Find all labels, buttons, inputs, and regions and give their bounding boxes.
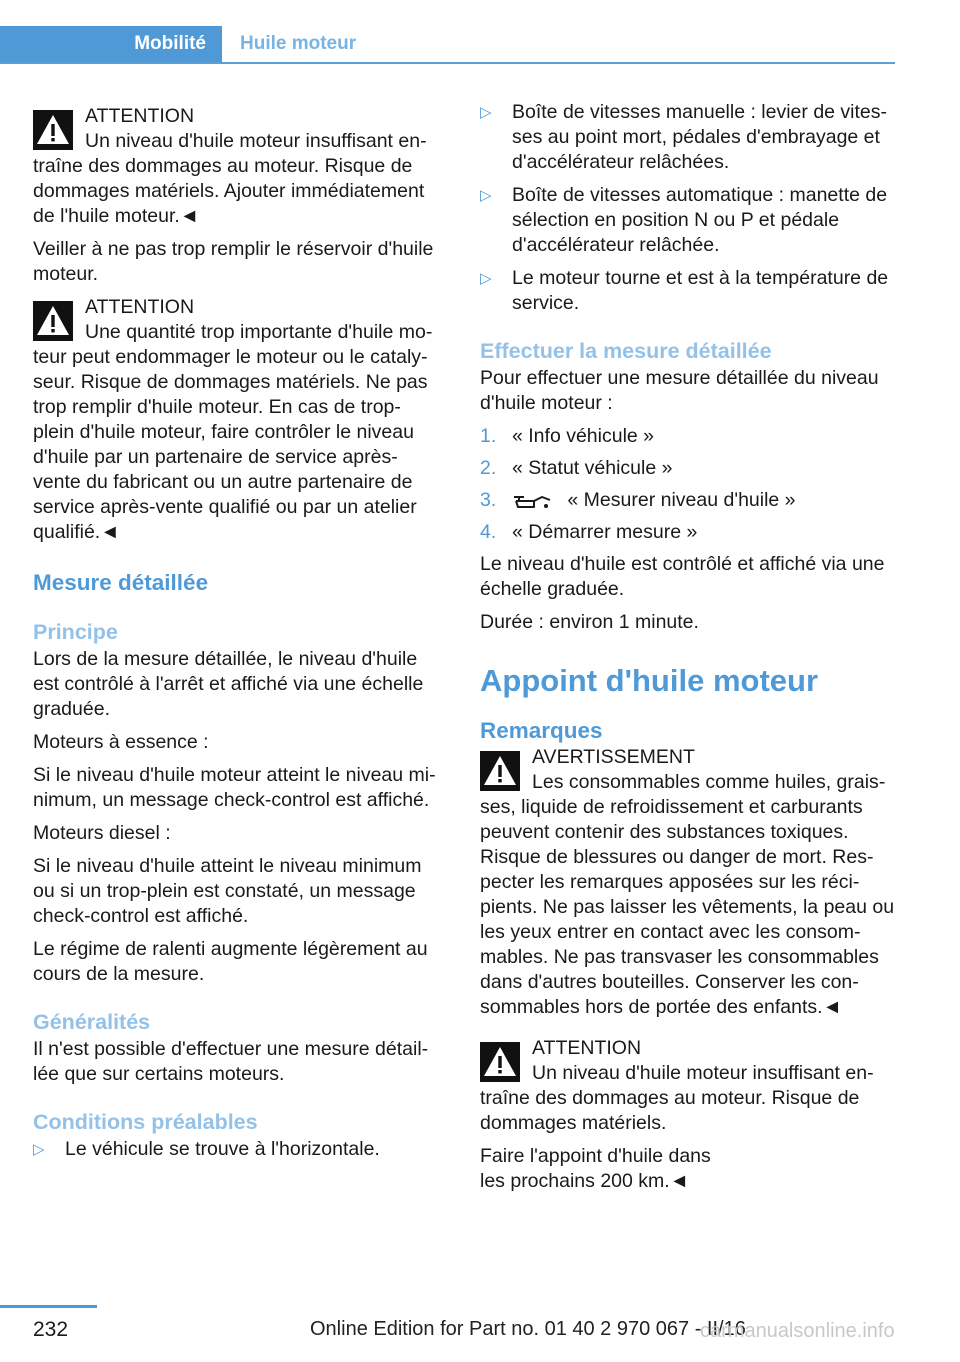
heading-conditions: Conditions préalables bbox=[33, 1110, 258, 1134]
step-number: 4. bbox=[480, 521, 497, 543]
warning-text: Un niveau d'huile moteur insuffisant entraîne des dommages au moteur. Risque de dommages matériels. bbox=[480, 1062, 874, 1134]
page-number: 232 bbox=[33, 1318, 69, 1341]
footer-rule bbox=[0, 1305, 97, 1308]
warning-triangle-icon bbox=[480, 751, 520, 791]
oil-can-icon bbox=[512, 492, 552, 510]
heading-generalites: Généralités bbox=[33, 1010, 151, 1034]
right-column bbox=[480, 100, 895, 1202]
step-text: « Info véhicule » bbox=[512, 425, 655, 447]
header-tabs bbox=[0, 26, 895, 64]
edition-text: Online Edition for Part no. 01 40 2 970 067 - II/16 bbox=[310, 1318, 746, 1340]
step-number: 3. bbox=[480, 489, 497, 511]
tab-huile-moteur[interactable]: Huile moteur bbox=[240, 33, 357, 54]
warning-attention-2 bbox=[33, 295, 441, 545]
paragraph: Si le niveau d'huile atteint le niveau minimum ou si un trop-plein est constaté, un message check-control est affiché. bbox=[33, 855, 422, 927]
list-item-text: Le véhicule se trouve à l'horizontale. bbox=[65, 1138, 380, 1160]
warning-title: ATTENTION bbox=[532, 1037, 642, 1059]
warning-attention-1 bbox=[33, 104, 441, 229]
step-item bbox=[480, 456, 895, 481]
step-text: « Démarrer mesure » bbox=[512, 521, 698, 543]
step-text: « Mesurer niveau d'huile » bbox=[567, 489, 796, 511]
warning-text: Les consommables comme huiles, graisses, liquide de refroidissement et carburants peuvent contenir des substances toxiques. Risque de blessures ou danger de mort. Respecter les remarques apposées sur les récipients. Ne pas laisser les vêtements, la peau ou les yeux entrer en contact avec les consommables. Ne pas transvaser les consommables dans d'autres bouteilles. Conserver les consommables hors de portée des enfants.◄ bbox=[480, 771, 895, 1018]
warning-triangle-icon bbox=[33, 110, 73, 150]
paragraph: Le régime de ralenti augmente légèrement au cours de la mesure. bbox=[33, 938, 428, 985]
list-item bbox=[480, 266, 895, 316]
triangle-bullet-icon: ▷ bbox=[33, 1141, 45, 1158]
paragraph: Faire l'appoint d'huile dans les prochains 200 km.◄ bbox=[480, 1145, 711, 1192]
step-item bbox=[480, 488, 895, 513]
step-item bbox=[480, 424, 895, 449]
step-text: « Statut véhicule » bbox=[512, 457, 673, 479]
warning-triangle-icon bbox=[480, 1042, 520, 1082]
tab-mobilite[interactable]: Mobilité bbox=[0, 26, 222, 62]
list-item-text: Le moteur tourne et est à la température de service. bbox=[512, 267, 889, 314]
paragraph: Moteurs diesel : bbox=[33, 822, 171, 844]
warning-attention-3 bbox=[480, 1036, 895, 1136]
left-column bbox=[33, 100, 441, 1170]
watermark: carmanualsonline.info bbox=[700, 1320, 895, 1342]
warning-title: ATTENTION bbox=[85, 296, 195, 318]
step-number: 2. bbox=[480, 457, 497, 479]
warning-text: Un niveau d'huile moteur insuffisant entraîne des dommages au moteur. Risque de dommages matériels. Ajouter immédiatement de l'huile moteur.◄ bbox=[33, 130, 427, 227]
paragraph: Moteurs à essence : bbox=[33, 731, 209, 753]
step-number: 1. bbox=[480, 425, 497, 447]
triangle-bullet-icon: ▷ bbox=[480, 187, 492, 204]
list-item-text: Boîte de vitesses manuelle : levier de vitesses au point mort, pédales d'embrayage et d'accélérateur relâchées. bbox=[512, 101, 888, 173]
warning-text: Une quantité trop importante d'huile moteur peut endommager le moteur ou le catalyseur. Risque de dommages matériels. Ne pas trop remplir d'huile moteur. En cas de trop-plein d'huile moteur, faire contrôler le niveau d'huile par un partenaire de service après-vente du fabricant ou un autre partenaire de service après-vente qualifié ou par un atelier qualifié.◄ bbox=[33, 321, 433, 543]
warning-triangle-icon bbox=[33, 301, 73, 341]
list-item bbox=[33, 1137, 441, 1162]
paragraph: Il n'est possible d'effectuer une mesure détaillée que sur certains moteurs. bbox=[33, 1038, 429, 1085]
list-item-text: Boîte de vitesses automatique : manette de sélection en position N ou P et pédale d'accélérateur relâchée. bbox=[512, 184, 888, 256]
list-item bbox=[480, 100, 895, 175]
paragraph: Durée : environ 1 minute. bbox=[480, 611, 699, 633]
list-item bbox=[480, 183, 895, 258]
heading-mesure-detaillee: Mesure détaillée bbox=[33, 570, 209, 595]
heading-appoint-huile: Appoint d'huile moteur bbox=[480, 663, 819, 698]
warning-title: AVERTISSEMENT bbox=[532, 746, 695, 768]
heading-remarques: Remarques bbox=[480, 718, 603, 743]
paragraph: Lors de la mesure détaillée, le niveau d'huile est contrôlé à l'arrêt et affiché via une échelle graduée. bbox=[33, 648, 424, 720]
paragraph: Si le niveau d'huile moteur atteint le niveau minimum, un message check-control est affiché. bbox=[33, 764, 436, 811]
heading-principe: Principe bbox=[33, 620, 118, 644]
warning-avertissement bbox=[480, 745, 895, 1020]
paragraph: Veiller à ne pas trop remplir le réservoir d'huile moteur. bbox=[33, 238, 434, 285]
warning-title: ATTENTION bbox=[85, 105, 195, 127]
triangle-bullet-icon: ▷ bbox=[480, 104, 492, 121]
paragraph: Le niveau d'huile est contrôlé et affiché via une échelle graduée. bbox=[480, 553, 885, 600]
heading-effectuer-mesure: Effectuer la mesure détaillée bbox=[480, 339, 772, 363]
triangle-bullet-icon: ▷ bbox=[480, 270, 492, 287]
step-item bbox=[480, 520, 895, 545]
paragraph: Pour effectuer une mesure détaillée du niveau d'huile moteur : bbox=[480, 367, 879, 414]
